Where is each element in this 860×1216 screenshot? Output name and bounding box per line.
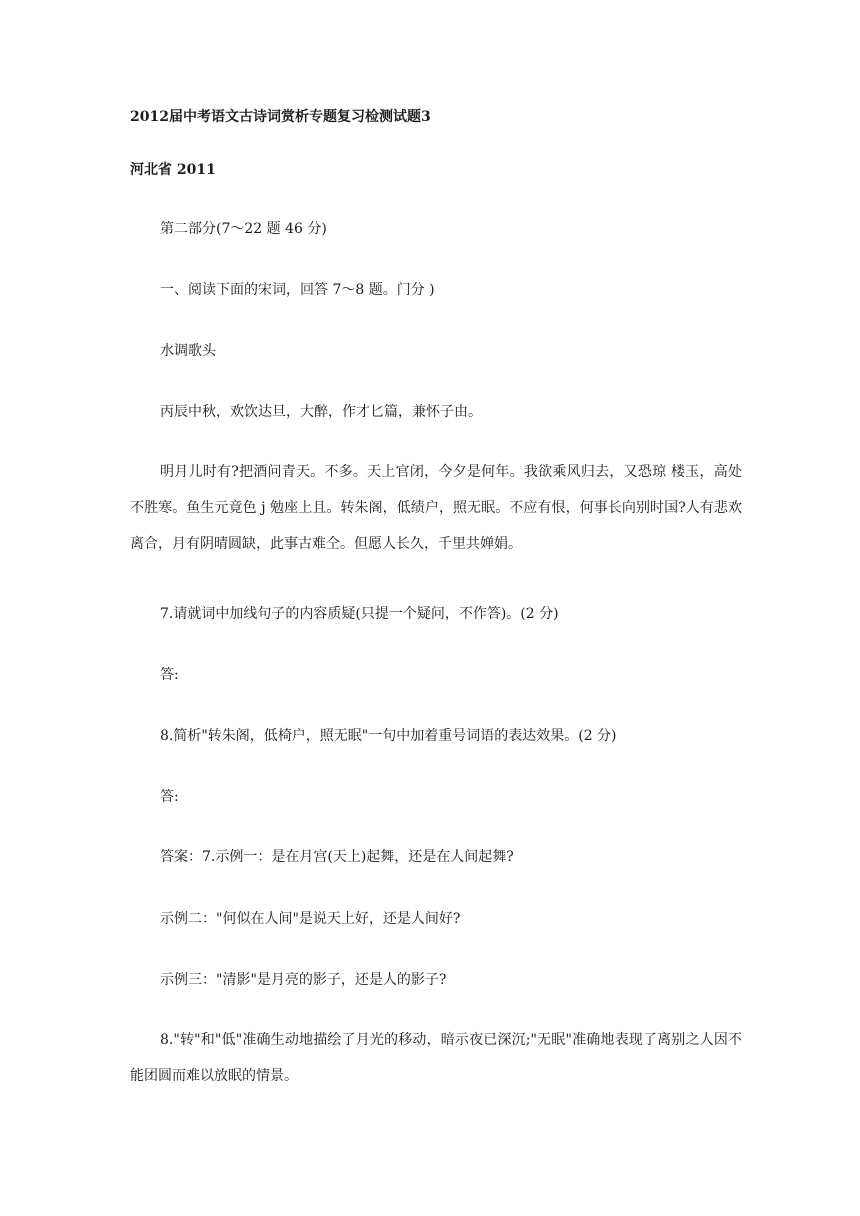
section-instruction: 一、阅读下面的宋词，回答 7～8 题。门分 )	[160, 282, 435, 298]
question-7: 7.请就词中加线句子的内容质疑(只提一个疑问，不作答)。(2 分)	[160, 606, 559, 622]
answer-7-example-3: 示例三："清影"是月亮的影子，还是人的影子?	[160, 972, 447, 988]
answer-8: 8."转"和"低"准确生动地描绘了月光的移动，暗示夜已深沉;"无眠"准确地表现了离别之人因不能团圆而难以放眠的情景。	[130, 1032, 742, 1084]
question-8: 8.简析"转朱阁，低椅户，照无眠"一句中加着重号词语的表达效果。(2 分)	[160, 728, 617, 744]
part-heading: 第二部分(7～22 题 46 分)	[160, 221, 327, 237]
poem-preface: 丙辰中秋，欢饮达旦，大醉，作才匕篇，兼怀子由。	[160, 404, 482, 420]
answer-7-example-1: 答案：7.示例一：是在月宫(天上)起舞，还是在人间起舞?	[160, 849, 514, 865]
poem-title: 水调歌头	[160, 343, 216, 359]
poem-body: 明月儿时有?把酒问青天。不多。天上官闭，今夕是何年。我欲乘风归去，又恐琼 楼玉，高处不胜寒。鱼生元竟色 j 勉座上且。转朱阁，低绩户，照无眠。不应有恨，何事长向别时国?人有悲欢离合，月有阴晴圆缺，此事古难仝。但愿人长久，千里共婵娟。	[130, 464, 742, 552]
question-7-answer-label: 答:	[160, 667, 179, 683]
answer-7-example-2: 示例二："何似在人间"是说天上好，还是人间好?	[160, 911, 461, 927]
question-8-answer-label: 答:	[160, 789, 179, 805]
document-title: 2012届中考语文古诗词赏析专题复习检测试题3	[130, 109, 431, 125]
region-heading: 河北省 2011	[130, 162, 216, 178]
